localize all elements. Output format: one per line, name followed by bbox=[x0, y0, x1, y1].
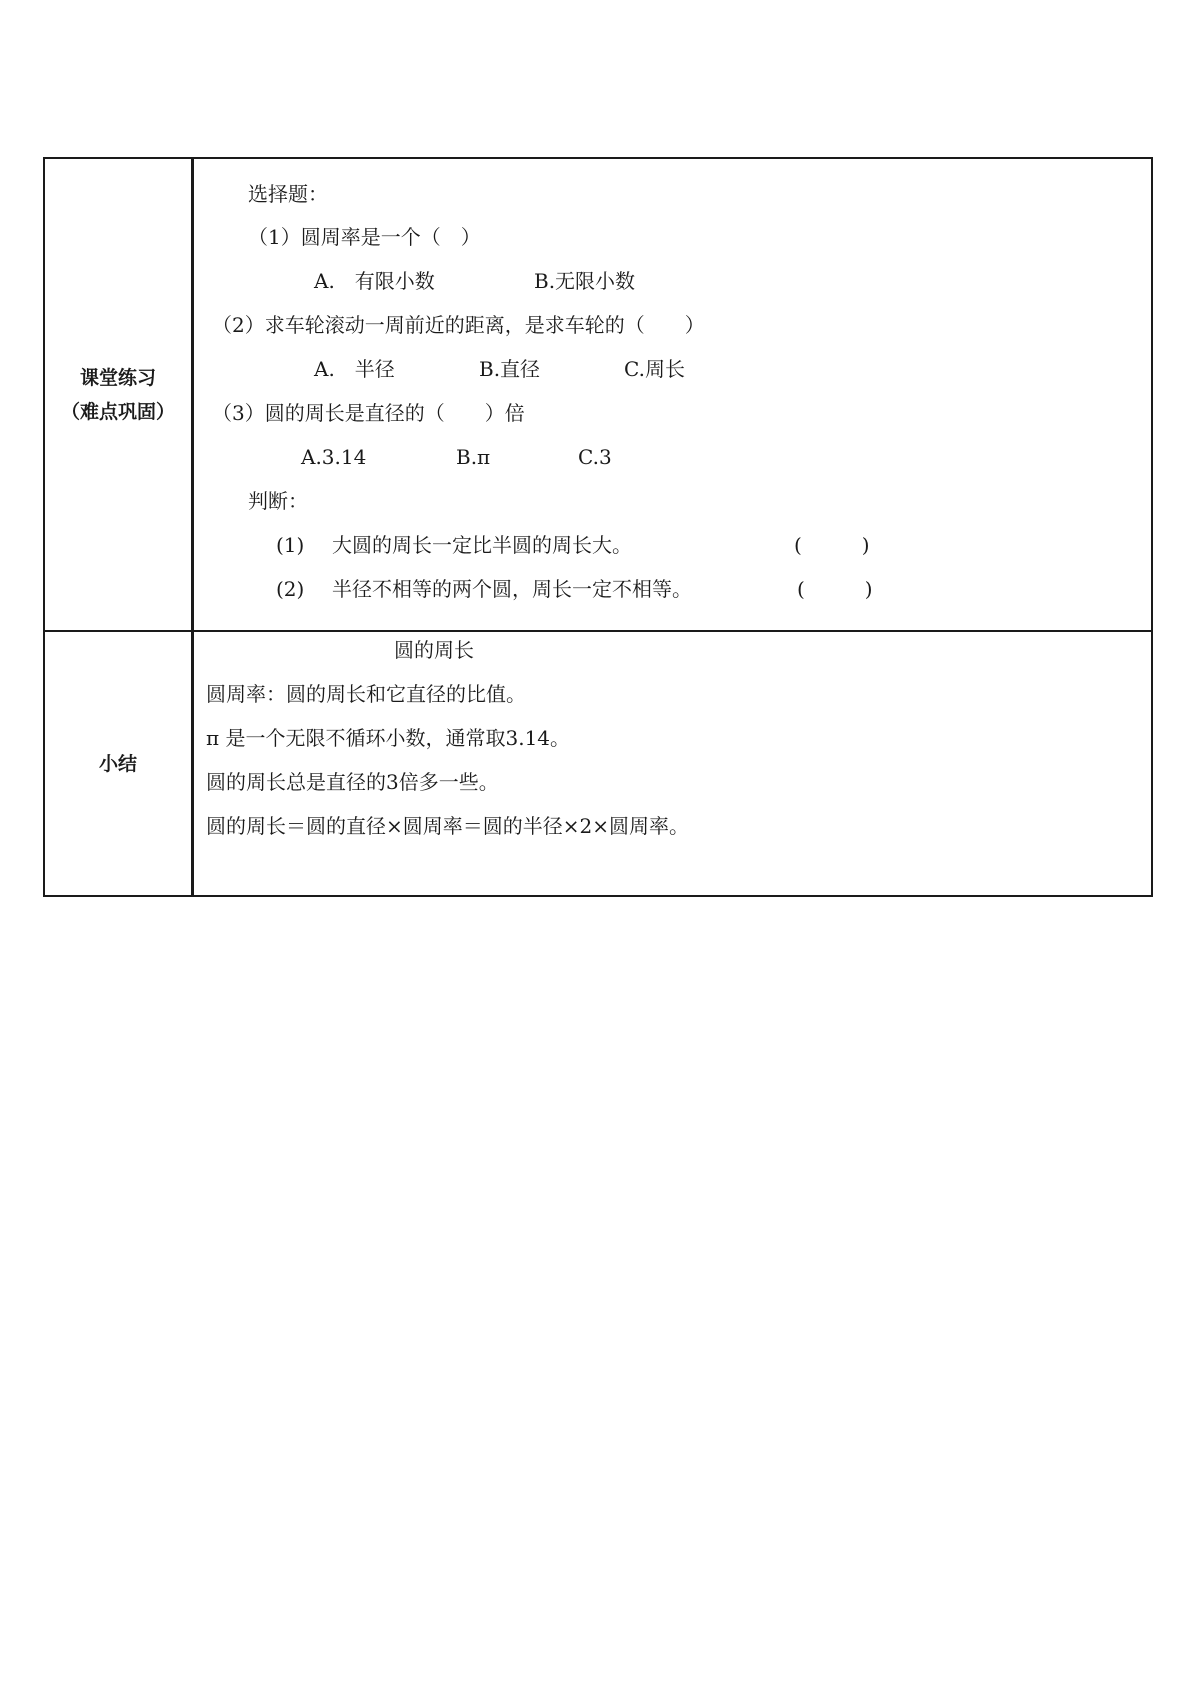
question-2-stem: （2）求车轮滚动一周前近的距离，是求车轮的（ ） bbox=[212, 313, 705, 337]
summary-line-4: 圆的周长＝圆的直径×圆周率＝圆的半径×2×圆周率。 bbox=[206, 814, 689, 838]
summary-title: 圆的周长 bbox=[394, 638, 474, 662]
summary-line-3: 圆的周长总是直径的3倍多一些。 bbox=[206, 770, 499, 794]
question-3-option-b: B.π bbox=[456, 445, 491, 469]
question-1-option-b: B.无限小数 bbox=[534, 269, 636, 293]
question-1-option-a: A. 有限小数 bbox=[314, 269, 435, 293]
question-2-option-c: C.周长 bbox=[624, 357, 685, 381]
judge-2-number: (2) bbox=[276, 577, 305, 601]
exercise-label-cell bbox=[44, 158, 193, 631]
question-2-option-a: A. 半径 bbox=[314, 357, 395, 381]
judge-2-answer-blank[interactable]: ( ) bbox=[797, 577, 873, 601]
judge-2-statement: 半径不相等的两个圆，周长一定不相等。 bbox=[332, 577, 692, 601]
choice-heading: 选择题： bbox=[248, 182, 328, 206]
question-2-option-b: B.直径 bbox=[479, 357, 541, 381]
exercise-label: 课堂练习 bbox=[79, 366, 156, 389]
judge-heading: 判断： bbox=[248, 489, 308, 513]
judge-1-statement: 大圆的周长一定比半圆的周长大。 bbox=[332, 533, 632, 557]
exercise-row bbox=[44, 158, 1152, 631]
question-3-option-a: A.3.14 bbox=[301, 445, 367, 469]
summary-line-2: π 是一个无限不循环小数，通常取3.14。 bbox=[206, 726, 571, 750]
summary-label: 小结 bbox=[98, 752, 137, 775]
summary-row bbox=[44, 631, 1152, 896]
lesson-table bbox=[43, 157, 1153, 897]
judge-1-number: (1) bbox=[276, 533, 305, 557]
judge-1-answer-blank[interactable]: ( ) bbox=[794, 533, 870, 557]
exercise-sublabel: （难点巩固） bbox=[60, 400, 175, 423]
summary-line-1: 圆周率：圆的周长和它直径的比值。 bbox=[206, 682, 526, 706]
summary-label-cell bbox=[44, 631, 193, 896]
summary-content-cell bbox=[193, 631, 1153, 896]
question-3-stem: （3）圆的周长是直径的（ ）倍 bbox=[212, 401, 525, 425]
exercise-content-cell bbox=[193, 158, 1153, 631]
question-3-option-c: C.3 bbox=[578, 445, 612, 469]
question-1-stem: （1）圆周率是一个（ ） bbox=[248, 225, 481, 249]
